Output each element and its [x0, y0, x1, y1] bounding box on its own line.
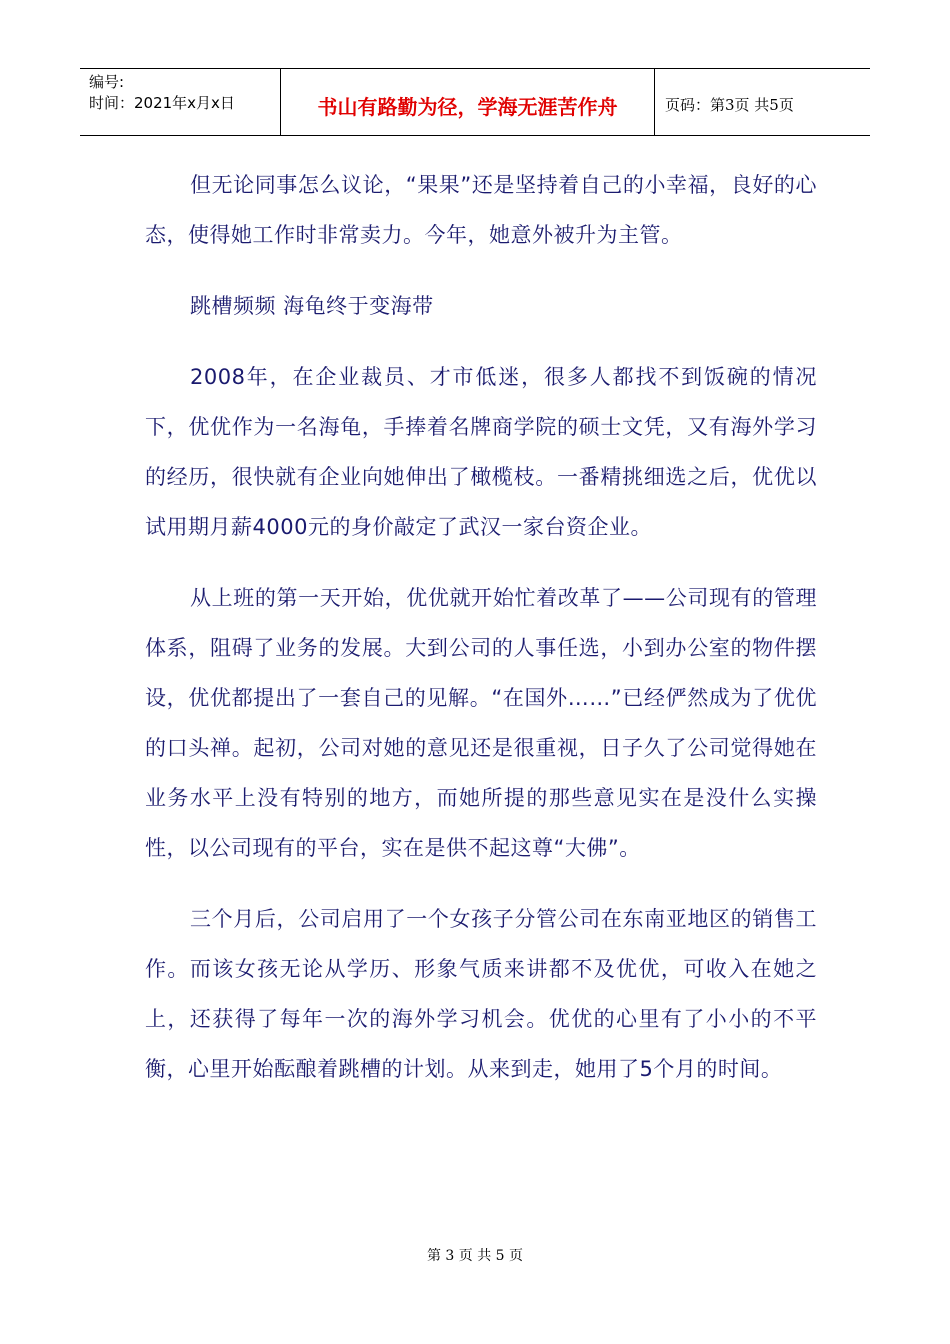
document-body — [145, 160, 817, 1115]
header-number-label: 编号: — [89, 73, 125, 91]
paragraph: 三个月后，公司启用了一个女孩子分管公司在东南亚地区的销售工作。而该女孩无论从学历、形象气质来讲都不及优优，可收入在她之上，还获得了每年一次的海外学习机会。优优的心里有了小小的不平衡，心里开始酝酿着跳槽的计划。从来到走，她用了5个月的时间。 — [145, 907, 817, 1081]
page-footer: 第 3 页 共 5 页 — [426, 1248, 524, 1264]
header-page-info: 页码：第3页 共5页 — [665, 95, 794, 114]
document-header — [80, 68, 870, 136]
header-meta — [80, 69, 281, 135]
paragraph: 从上班的第一天开始，优优就开始忙着改革了——公司现有的管理体系，阻碍了业务的发展。大到公司的人事任选，小到办公室的物件摆设，优优都提出了一套自己的见解。“在国外……”已经俨然成为了优优的口头禅。起初，公司对她的意见还是很重视，日子久了公司觉得她在业务水平上没有特别的地方，而她所提的那些意见实在是没什么实操性，以公司现有的平台，实在是供不起这尊“大佛”。 — [145, 586, 817, 860]
paragraph: 2008年，在企业裁员、才市低迷，很多人都找不到饭碗的情况下，优优作为一名海龟，手捧着名牌商学院的硕士文凭，又有海外学习的经历，很快就有企业向她伸出了橄榄枝。一番精挑细选之后，优优以试用期月薪4000元的身价敲定了武汉一家台资企业。 — [145, 365, 817, 539]
header-motto: 书山有路勤为径，学海无涯苦作舟 — [281, 69, 655, 135]
header-time-label: 时间：2021年x月x日 — [89, 94, 235, 112]
paragraph: 但无论同事怎么议论，“果果”还是坚持着自己的小幸福，良好的心态，使得她工作时非常卖力。今年，她意外被升为主管。 — [145, 173, 817, 247]
section-heading: 跳槽频频 海龟终于变海带 — [190, 294, 434, 318]
